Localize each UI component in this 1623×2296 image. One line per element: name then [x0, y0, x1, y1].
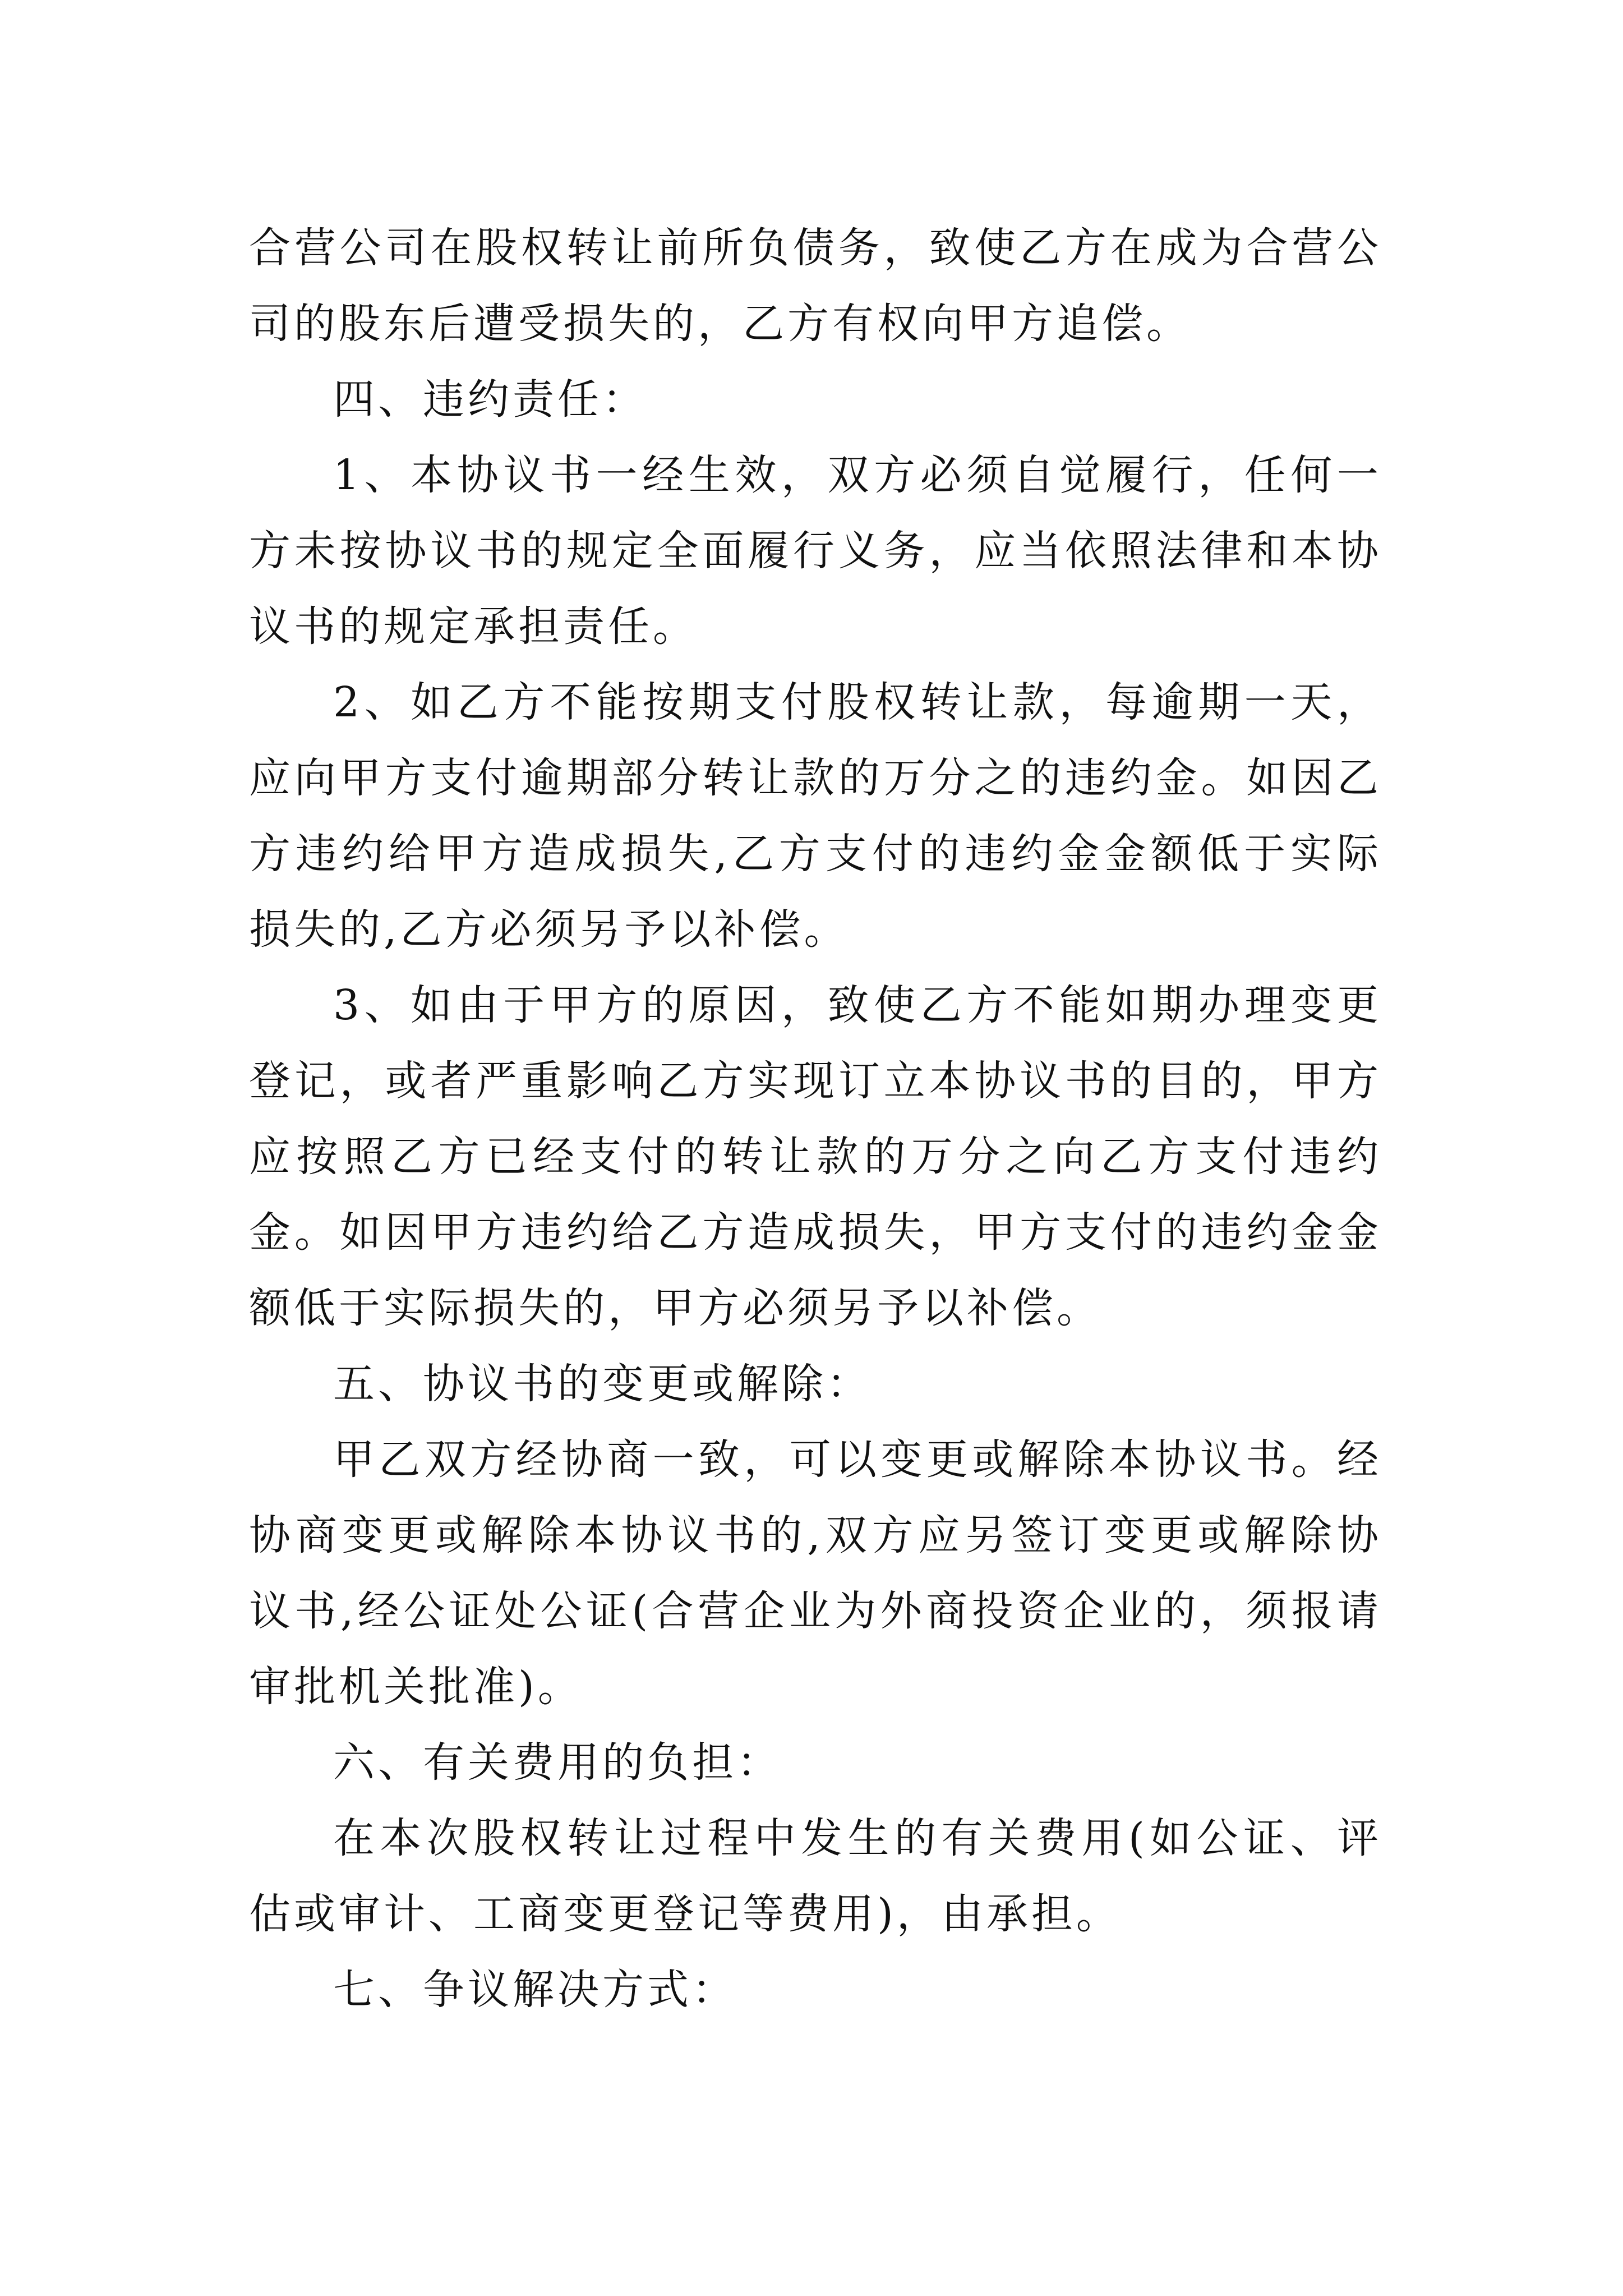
paragraph-breach-clause-2: 2、如乙方不能按期支付股权转让款，每逾期一天，应向甲方支付逾期部分转让款的万分之的违约金。如因乙方违约给甲方造成损失,乙方支付的违约金金额低于实际损失的,乙方必须另予以补偿。 — [249, 678, 1382, 954]
paragraph-debt-liability: 合营公司在股权转让前所负债务，致使乙方在成为合营公司的股东后遭受损失的，乙方有权向甲方追偿。 — [249, 224, 1382, 348]
heading-dispute-resolution: 七、争议解决方式： — [333, 1966, 737, 2014]
heading-amendment-termination: 五、协议书的变更或解除： — [333, 1360, 872, 1408]
heading-fees: 六、有关费用的负担： — [333, 1738, 782, 1787]
paragraph-breach-clause-1: 1、本协议书一经生效，双方必须自觉履行，任何一方未按协议书的规定全面履行义务，应当依照法律和本协议书的规定承担责任。 — [249, 451, 1382, 651]
paragraph-fees: 在本次股权转让过程中发生的有关费用(如公证、评估或审计、工商变更登记等费用)，由承担。 — [249, 1814, 1382, 1938]
paragraph-breach-clause-3: 3、如由于甲方的原因，致使乙方不能如期办理变更登记，或者严重影响乙方实现订立本协议书的目的，甲方应按照乙方已经支付的转让款的万分之向乙方支付违约金。如因甲方违约给乙方造成损失，甲方支付的违约金金额低于实际损失的，甲方必须另予以补偿。 — [249, 981, 1382, 1332]
paragraph-amendment-termination: 甲乙双方经协商一致，可以变更或解除本协议书。经协商变更或解除本协议书的,双方应另签订变更或解除协议书,经公证处公证(合营企业为外商投资企业的，须报请审批机关批准)。 — [249, 1435, 1382, 1711]
heading-breach-liability: 四、违约责任： — [333, 375, 647, 424]
document-body — [249, 210, 1382, 2028]
